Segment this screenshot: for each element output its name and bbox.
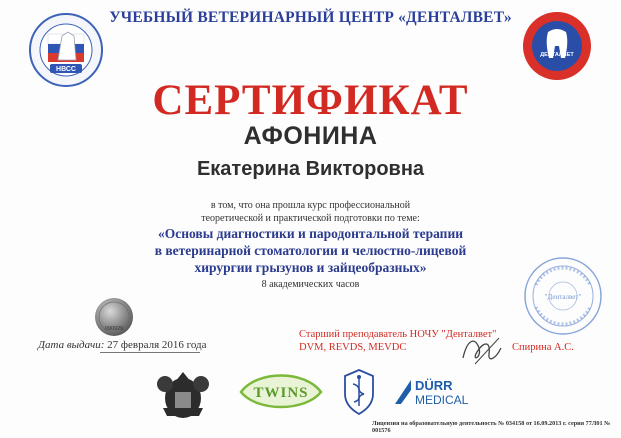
coat-of-arms-logo [153,368,213,420]
organization-stamp [522,255,604,337]
signature [457,330,507,368]
signer-name: Спирина А.С. [512,342,574,353]
teacher-credentials: DVM, REVDS, MEVDC [299,342,407,353]
issue-date-label: Дата выдачи: [38,339,105,351]
twins-logo [237,368,325,414]
course-topic-line: «Основы диагностики и пародонтальной терапии [158,226,463,241]
teacher-title: Старший преподаватель НОЧУ "Денталвет" [299,329,497,340]
license-text: Лицензия на образовательную деятельность № 034158 от 16.09.2013 г. серия 77Л01 № 001576 [372,420,611,434]
durr-medical-logo [393,376,469,408]
course-topic-line: хирургии грызунов и зайцеобразных» [194,260,427,275]
svg-text:"Денталвет": "Денталвет" [544,293,582,301]
svg-text:DÜRR: DÜRR [415,378,453,393]
embossed-seal [94,297,134,337]
course-topic-line: в ветеринарной стоматологии и челюстно-лицевой [154,243,467,258]
intro-line: теоретической и практической подготовки по теме: [201,213,420,224]
issue-date-value: 27 февраля 2016 года [107,339,207,351]
course-hours: 8 академических часов [261,279,360,290]
recipient-given-names: Екатерина Викторовна [196,158,425,180]
svg-text:MEDICAL: MEDICAL [415,393,469,407]
intro-line: в том, что она прошла курс профессиональной [210,200,411,211]
academy-emblem-logo [338,366,380,420]
certificate-title: СЕРТИФИКАТ [152,77,469,124]
issue-date [38,339,207,351]
header-title: УЧЕБНЫЙ ВЕТЕРИНАРНЫЙ ЦЕНТР «ДЕНТАЛВЕТ» [109,9,512,26]
svg-text:ДЕНТАЛВЕТ: ДЕНТАЛВЕТ [540,52,574,58]
svg-text:090929: 090929 [104,326,124,332]
issue-date-underline [100,352,200,353]
recipient-surname: АФОНИНА [243,122,378,150]
svg-text:НВСС: НВСС [56,66,76,73]
svg-text:TWINS: TWINS [253,385,309,401]
